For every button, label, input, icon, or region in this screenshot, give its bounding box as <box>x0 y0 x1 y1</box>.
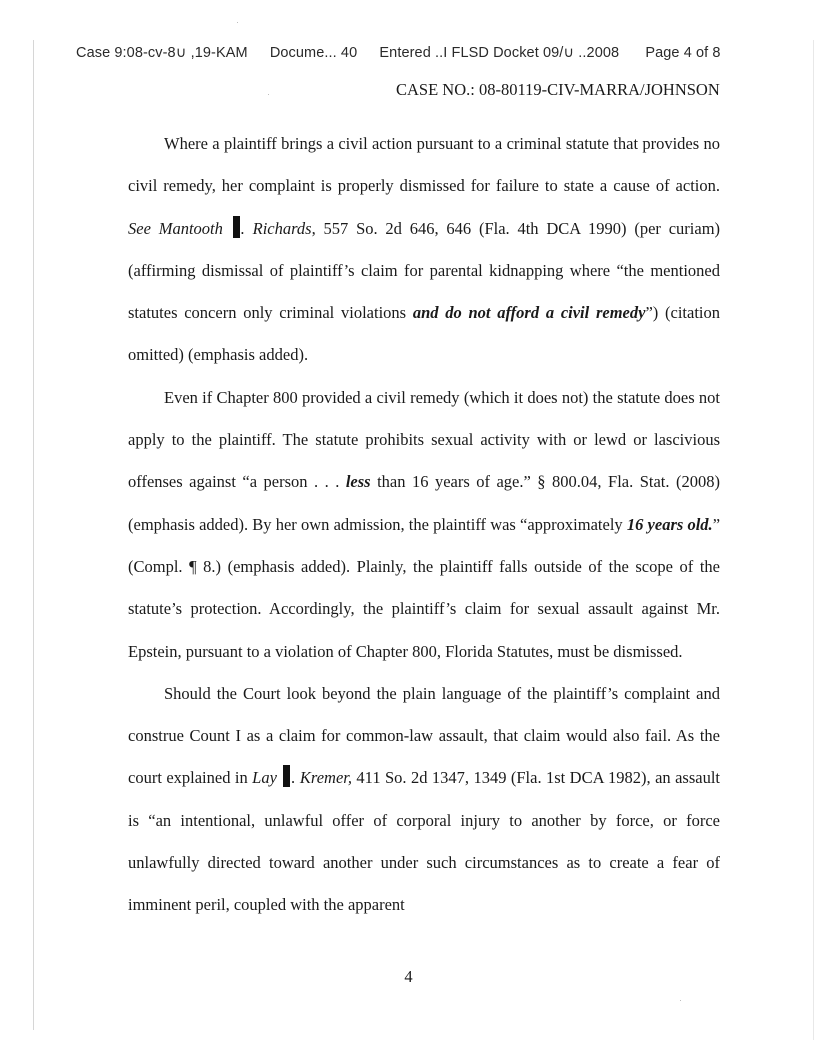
scan-left-edge <box>33 40 34 1030</box>
document-body <box>128 123 720 927</box>
redaction-mark <box>233 216 240 238</box>
entered-stamp: Entered ..I FLSD Docket 09/∪ ..2008 <box>379 45 620 61</box>
case-citation: . Kremer, <box>291 768 352 788</box>
page-of-stamp: Page 4 of 8 <box>645 45 721 61</box>
scan-speck <box>268 94 269 95</box>
case-citation: . Richards <box>240 218 312 238</box>
scan-speck <box>680 1000 681 1001</box>
emphasis-text: less <box>345 472 371 492</box>
case-citation: See Mantooth <box>128 218 223 238</box>
paragraph-1: Where a plaintiff brings a civil action pursuant to a criminal statute that provides no civil remedy, her complaint is properly dismissed for failure to state a cause of action. See Mantooth . Richards, 557 So. 2d 646, 646 (Fla. 4th DCA 1990) (per curiam) (affirming dismissal of plaintiff’s claim for parental kidnapping where “the mentioned statutes concern only criminal violations and do not afford a civil remedy”) (citation omitted) (emphasis added). <box>128 134 721 365</box>
case-number-heading: CASE NO.: 08-80119-CIV-MARRA/JOHNSON <box>396 80 720 99</box>
paragraph-3: Should the Court look beyond the plain language of the plaintiff’s complaint and construe Count I as a claim for common-law assault, that claim would also fail. As the court explained in Lay . Kremer, 411 So. 2d 1347, 1349 (Fla. 1st DCA 1982), an assault is “an intentional, unlawful offer of corporal injury to another by force, or force unlawfully directed toward another under such circumstances as to create a fear of imminent peril, coupled with the apparent <box>128 683 720 915</box>
page-number: 4 <box>404 967 413 986</box>
document-stamp: Docume... 40 <box>269 45 358 61</box>
case-stamp: Case 9:08-cv-8∪ ,19-KAM <box>76 45 248 61</box>
scan-right-edge <box>813 40 814 1040</box>
court-filing-stamp <box>76 45 756 61</box>
paragraph-2: Even if Chapter 800 provided a civil remedy (which it does not) the statute does not apply to the plaintiff. The statute prohibits sexual activity with or lewd or lascivious offenses against “a person . . . less than 16 years of age.” § 800.04, Fla. Stat. (2008) (emphasis added). By her own admission, the plaintiff was “approximately 16 years old.” (Compl. ¶ 8.) (emphasis added). Plainly, the plaintiff falls outside of the scope of the statute’s protection. Accordingly, the plaintiff’s claim for sexual assault against Mr. Epstein, pursuant to a violation of Chapter 800, Florida Statutes, must be dismissed. <box>128 387 721 661</box>
redaction-mark <box>283 765 290 787</box>
case-citation: Lay <box>252 768 277 788</box>
scan-speck <box>237 22 238 23</box>
emphasis-text: and do not afford a civil remedy <box>412 303 646 323</box>
emphasis-text: 16 years old. <box>626 514 713 534</box>
